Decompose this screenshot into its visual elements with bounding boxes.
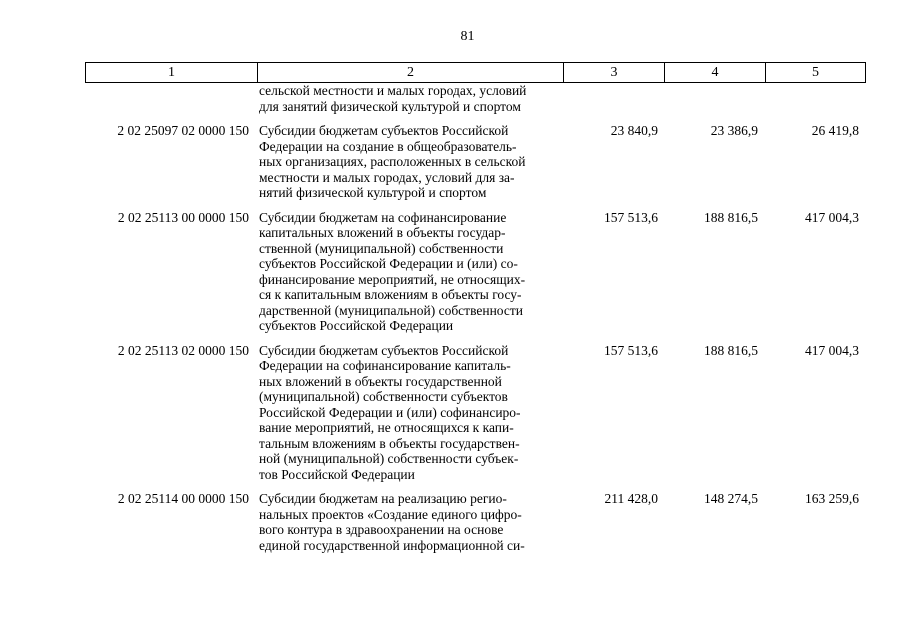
- value-col-3: 23 840,9: [610, 123, 658, 138]
- value-col-3: 157 513,6: [604, 209, 658, 225]
- description-line: Федерации на софинансирование капиталь-: [259, 358, 511, 373]
- column-header-1: 1: [86, 63, 258, 83]
- column-header-2: 2: [258, 63, 564, 83]
- budget-code: 2 02 25113 00 0000 150: [117, 209, 249, 225]
- description-line: (муниципальной) собственности субъектов: [259, 389, 508, 404]
- table-row: [85, 83, 865, 114]
- description-line: местности и малых городах, условий для за-: [259, 169, 515, 185]
- column-header-4: 4: [665, 63, 766, 83]
- value-col-5: 417 004,3: [805, 342, 859, 358]
- value-col-5: 26 419,8: [811, 123, 859, 138]
- description-line: единой государственной информационной си-: [259, 537, 525, 553]
- value-col-5: 163 259,6: [805, 491, 859, 506]
- budget-code: 2 02 25113 02 0000 150: [117, 342, 249, 358]
- table-row: [85, 491, 865, 553]
- table-row: [85, 210, 865, 334]
- budget-code: 2 02 25097 02 0000 150: [117, 123, 249, 138]
- description-line: субъектов Российской Федерации и (или) со-: [259, 256, 518, 271]
- page-number: 81: [460, 29, 475, 44]
- value-col-3: 211 428,0: [604, 491, 658, 506]
- description-line: нятий физической культурой и спортом: [259, 185, 487, 200]
- budget-code: 2 02 25114 00 0000 150: [117, 491, 249, 506]
- description-line: Субсидии бюджетам на реализацию регио-: [259, 491, 507, 506]
- description-line: финансирование мероприятий, не относящих-: [259, 271, 526, 287]
- value-col-4: 188 816,5: [704, 342, 758, 358]
- description-line: вого контура в здравоохранении на основе: [259, 522, 504, 537]
- description-line: дарственной (муниципальной) собственности: [259, 302, 524, 318]
- description-line: Субсидии бюджетам субъектов Российской: [259, 342, 509, 358]
- description-line: Субсидии бюджетам на софинансирование: [259, 209, 507, 225]
- description: [257, 83, 563, 114]
- description-line: ной (муниципальной) собственности субъек-: [259, 451, 519, 466]
- description-line: ных организациях, расположенных в сельской: [259, 154, 526, 169]
- column-header-table: [85, 62, 866, 83]
- value-col-5: 417 004,3: [805, 209, 859, 225]
- value-col-4: 23 386,9: [710, 123, 758, 138]
- description-line: вание мероприятий, не относящихся к капи-: [259, 420, 514, 435]
- description-line: ся к капитальным вложениям в объекты госу-: [259, 287, 522, 302]
- description: [257, 491, 563, 553]
- column-header-5: 5: [766, 63, 866, 83]
- description-line: нальных проектов «Создание единого цифро-: [259, 506, 522, 522]
- description-line: ственной (муниципальной) собственности: [259, 240, 504, 256]
- description: [257, 210, 563, 334]
- description: [257, 343, 563, 483]
- description-line: тов Российской Федерации: [259, 466, 415, 482]
- value-col-4: 148 274,5: [704, 491, 758, 506]
- description-line: для занятий физической культурой и спортом: [259, 98, 521, 114]
- table-row: [85, 343, 865, 483]
- description-line: тальным вложениям в объекты государствен-: [259, 435, 520, 451]
- value-col-4: 188 816,5: [704, 209, 758, 225]
- description: [257, 123, 563, 201]
- description-line: Федерации на создание в общеобразователь-: [259, 138, 517, 154]
- value-col-3: 157 513,6: [604, 342, 658, 358]
- column-header-3: 3: [564, 63, 665, 83]
- description-line: ных вложений в объекты государственной: [259, 373, 502, 389]
- description-line: Российской Федерации и (или) софинансиро-: [259, 404, 521, 420]
- table-body: [85, 83, 865, 562]
- description-line: субъектов Российской Федерации: [259, 318, 454, 333]
- description-line: Субсидии бюджетам субъектов Российской: [259, 123, 509, 138]
- description-line: сельской местности и малых городах, условий: [259, 83, 527, 98]
- description-line: капитальных вложений в объекты государ-: [259, 225, 506, 240]
- column-header-row: [86, 63, 866, 83]
- table-row: [85, 123, 865, 201]
